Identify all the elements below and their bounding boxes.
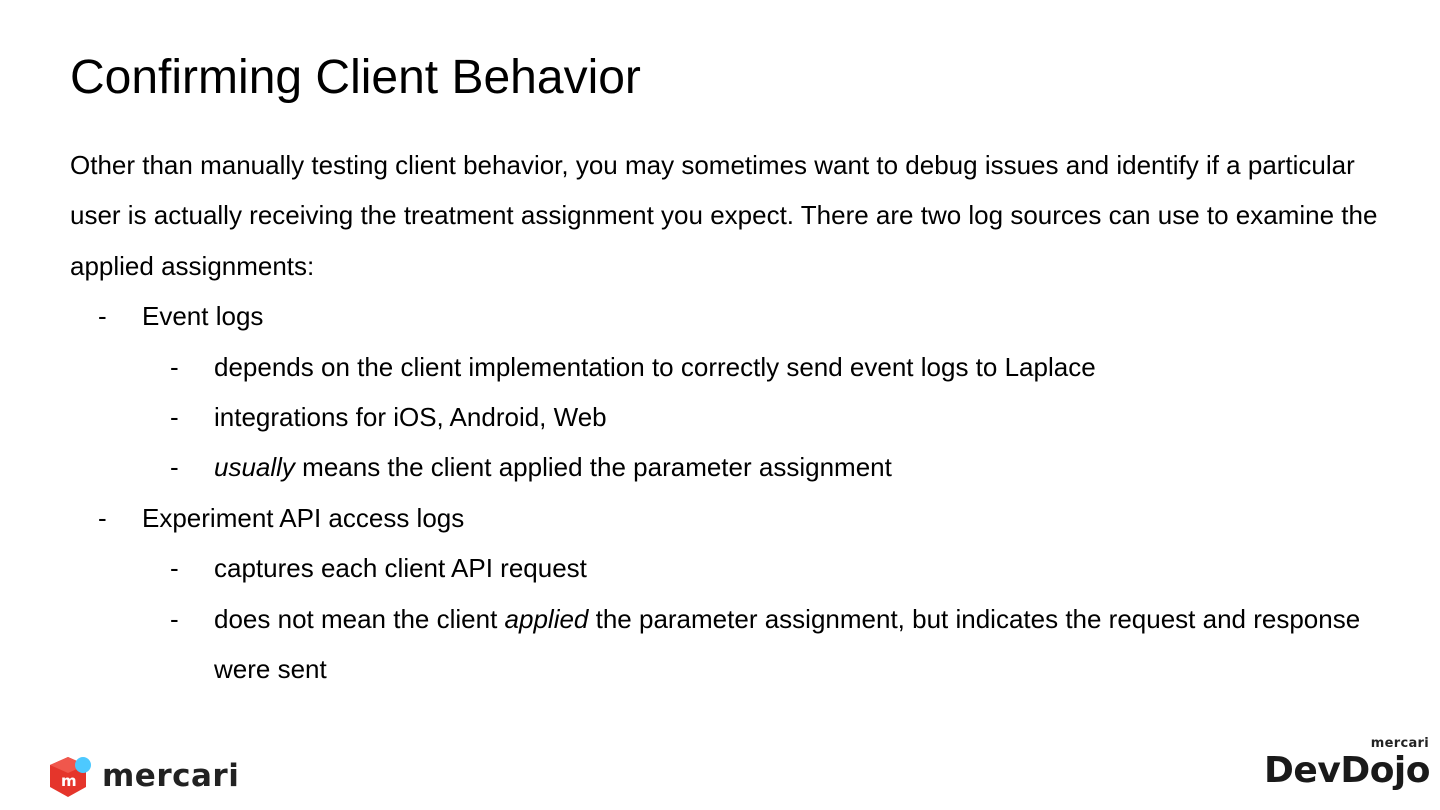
bullet-api-access-logs	[70, 493, 1390, 543]
sub-bullet	[70, 543, 1390, 593]
sub-bullet-text: the parameter assignment, but indicates the request and response were sent	[214, 603, 1361, 685]
sub-bullet-text: integrations for iOS, Android, Web	[214, 402, 607, 433]
sub-bullet	[70, 342, 1390, 392]
sub-bullet-text-pre: does not mean the client	[214, 603, 505, 634]
bullet-label: Event logs	[142, 301, 264, 332]
sub-bullet-dash: -	[170, 452, 179, 483]
devdojo-wordmark: DevDojo	[1264, 750, 1430, 791]
devdojo-sub-label: mercari	[1370, 736, 1429, 751]
sub-bullet	[70, 594, 1390, 695]
devdojo-logo	[1264, 736, 1430, 802]
sub-bullet-text: depends on the client implementation to correctly send event logs to Laplace	[214, 351, 1096, 382]
bullet-label: Experiment API access logs	[142, 502, 465, 533]
sub-bullet-dash: -	[170, 402, 179, 433]
slide-body	[70, 140, 1390, 694]
bullet-dash: -	[98, 502, 107, 533]
sub-bullet-dash: -	[170, 603, 179, 634]
emphasis-usually: usually	[214, 452, 295, 483]
emphasis-applied: applied	[504, 603, 589, 634]
sub-bullet	[70, 442, 1390, 492]
sub-bullet-text: means the client applied the parameter assignment	[294, 452, 892, 483]
sub-bullet-text: captures each client API request	[214, 553, 587, 584]
sub-bullet-dash: -	[170, 351, 179, 382]
sub-bullet	[70, 392, 1390, 442]
bullet-event-logs	[70, 291, 1390, 341]
slide-title: Confirming Client Behavior	[70, 51, 641, 104]
sub-bullet-dash: -	[170, 553, 179, 584]
mercari-dot-icon	[75, 757, 91, 773]
bullet-dash: -	[98, 301, 107, 332]
mercari-logo	[48, 752, 239, 800]
mercari-box-icon	[48, 753, 92, 799]
intro-paragraph: Other than manually testing client behavior, you may sometimes want to debug issues and identify if a particular user is actually receiving the treatment assignment you expect. There are two log sources can use to examine the applied assignments:	[70, 150, 1378, 281]
mercari-wordmark: mercari	[102, 758, 240, 794]
mercari-mark-glyph: m	[61, 772, 77, 790]
